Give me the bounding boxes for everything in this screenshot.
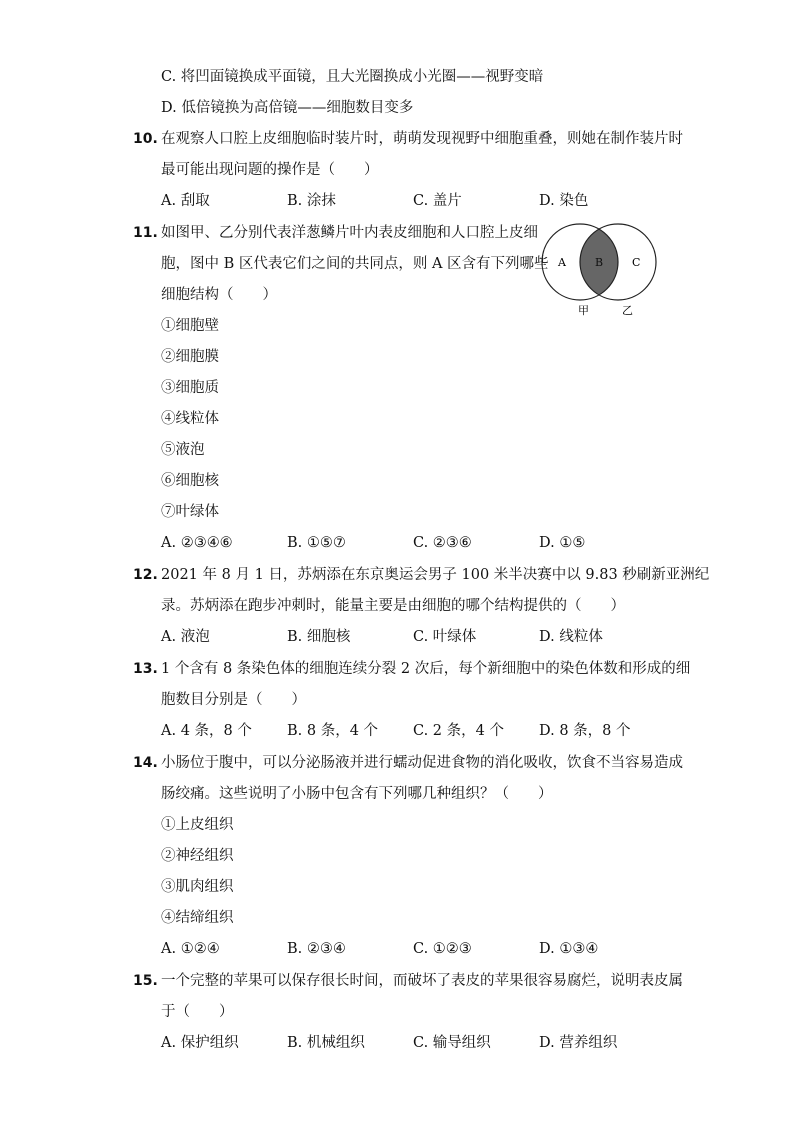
option-d: D. ①③④ [539, 941, 599, 957]
option-c: C. 输导组织 [413, 1035, 491, 1051]
question-number-14: 14. [133, 755, 158, 771]
question-12-stem-line-1: 2021 年 8 月 1 日，苏炳添在东京奥运会男子 100 米半决赛中以 9.83 秒刷新亚洲纪 [161, 567, 710, 583]
venn-label-c: C [632, 256, 641, 269]
question-15-stem-line-1: 一个完整的苹果可以保存很长时间，而破坏了表皮的苹果很容易腐烂，说明表皮属 [161, 973, 683, 989]
question-11-item: ④线粒体 [161, 411, 219, 427]
venn-diagram [538, 220, 660, 318]
option-c: C. 叶绿体 [413, 629, 477, 645]
venn-label-b: B [595, 256, 604, 269]
venn-label-jia: 甲 [578, 304, 589, 317]
question-14-stem-line-1: 小肠位于腹中，可以分泌肠液并进行蠕动促进食物的消化吸收，饮食不当容易造成 [161, 755, 683, 771]
option-b: B. 8 条，4 个 [287, 723, 379, 739]
option-c: C. 2 条，4 个 [413, 723, 504, 739]
question-number-10: 10. [133, 131, 158, 147]
question-11-item: ③细胞质 [161, 380, 219, 396]
question-11-options [161, 533, 681, 553]
question-13-stem-line-2: 胞数目分别是（ ） [161, 692, 306, 708]
venn-label-yi: 乙 [622, 304, 633, 317]
question-14-options [161, 939, 681, 959]
question-12-options [161, 627, 681, 647]
option-a: A. 液泡 [161, 629, 210, 645]
question-15-options [161, 1033, 681, 1053]
option-d: D. 染色 [539, 193, 589, 209]
question-11-item: ⑤液泡 [161, 442, 205, 458]
option-d: D. 营养组织 [539, 1035, 618, 1051]
option-b: B. 涂抹 [287, 193, 336, 209]
option-c: C. ②③⑥ [413, 535, 472, 551]
q9-option-c: C. 将凹面镜换成平面镜，且大光圈换成小光圈——视野变暗 [161, 69, 544, 85]
question-number-12: 12. [133, 567, 158, 583]
question-14-stem-line-2: 肠绞痛。这些说明了小肠中包含有下列哪几种组织？（ ） [161, 786, 553, 802]
option-a: A. ②③④⑥ [161, 535, 233, 551]
question-number-13: 13. [133, 661, 158, 677]
question-number-11: 11. [133, 225, 158, 241]
question-11-item: ①细胞壁 [161, 318, 219, 334]
option-d: D. ①⑤ [539, 535, 586, 551]
question-14-item: ②神经组织 [161, 848, 234, 864]
option-a: A. 4 条，8 个 [161, 723, 252, 739]
option-b: B. ②③④ [287, 941, 346, 957]
question-11-stem-line-1: 如图甲、乙分别代表洋葱鳞片叶内表皮细胞和人口腔上皮细 [161, 225, 538, 241]
option-d: D. 线粒体 [539, 629, 603, 645]
question-14-item: ④结缔组织 [161, 910, 234, 926]
option-b: B. ①⑤⑦ [287, 535, 346, 551]
option-d: D. 8 条，8 个 [539, 723, 631, 739]
option-c: C. ①②③ [413, 941, 472, 957]
question-13-options [161, 721, 681, 741]
option-b: B. 细胞核 [287, 629, 351, 645]
venn-label-a: A [558, 256, 566, 269]
question-14-item: ③肌肉组织 [161, 879, 234, 895]
question-10-stem-line-2: 最可能出现问题的操作是（ ） [161, 162, 379, 178]
question-15-stem-line-2: 于（ ） [161, 1004, 234, 1020]
question-13-stem-line-1: 1 个含有 8 条染色体的细胞连续分裂 2 次后，每个新细胞中的染色体数和形成的细 [161, 661, 691, 677]
option-a: A. 刮取 [161, 193, 210, 209]
option-a: A. ①②④ [161, 941, 220, 957]
question-11-stem-line-2: 胞，图中 B 区代表它们之间的共同点，则 A 区含有下列哪些 [161, 256, 549, 272]
question-10-stem-line-1: 在观察人口腔上皮细胞临时装片时，萌萌发现视野中细胞重叠，则她在制作装片时 [161, 131, 683, 147]
question-11-stem-line-3: 细胞结构（ ） [161, 287, 277, 303]
option-c: C. 盖片 [413, 193, 462, 209]
q9-option-d: D. 低倍镜换为高倍镜——细胞数目变多 [161, 100, 414, 116]
question-11-item: ⑦叶绿体 [161, 504, 219, 520]
option-a: A. 保护组织 [161, 1035, 239, 1051]
option-b: B. 机械组织 [287, 1035, 365, 1051]
question-12-stem-line-2: 录。苏炳添在跑步冲刺时，能量主要是由细胞的哪个结构提供的（ ） [161, 598, 625, 614]
question-11-item: ②细胞膜 [161, 349, 219, 365]
question-11-item: ⑥细胞核 [161, 473, 219, 489]
question-14-item: ①上皮组织 [161, 817, 234, 833]
question-10-options [161, 191, 681, 211]
question-number-15: 15. [133, 973, 158, 989]
